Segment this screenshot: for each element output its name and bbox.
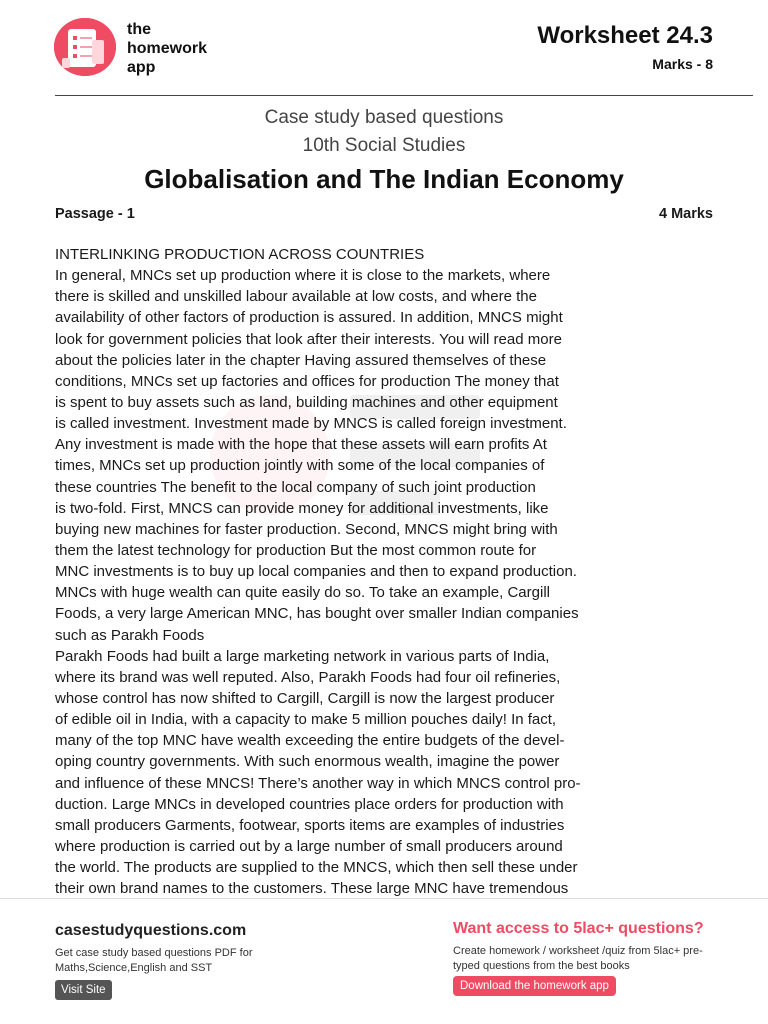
brand-name bbox=[127, 20, 207, 77]
page-header bbox=[0, 0, 768, 96]
subtitle-class: 10th Social Studies bbox=[302, 135, 466, 156]
passage-line: INTERLINKING PRODUCTION ACROSS COUNTRIES bbox=[55, 246, 425, 263]
page-title: Globalisation and The Indian Economy bbox=[144, 164, 624, 194]
passage-line: small producers Garments, footwear, sports items are examples of industries bbox=[55, 816, 565, 834]
passage-line: Parakh Foods had built a large marketing network in various parts of India, bbox=[55, 647, 550, 665]
passage-line: of edible oil in India, with a capacity to make 5 million pouches daily! In fact, bbox=[55, 711, 557, 729]
cta-description: Create homework / worksheet /quiz from 5lac+ pre-typed questions from the best books bbox=[453, 945, 703, 972]
header-divider bbox=[55, 95, 753, 96]
passage-line: times, MNCs set up production jointly with some of the local companies of bbox=[55, 457, 545, 475]
passage-line: and influence of these MNCS! There’s another way in which MNCS control pro- bbox=[55, 774, 581, 792]
passage-line: oping country governments. With such enormous wealth, imagine the power bbox=[55, 753, 560, 771]
passage-line: buying new machines for faster production. Second, MNCS might bring with bbox=[55, 520, 558, 538]
passage-line: them the latest technology for production But the most common route for bbox=[55, 541, 537, 559]
passage-line: such as Parakh Foods bbox=[55, 626, 205, 644]
page-footer bbox=[0, 898, 768, 1024]
subtitle-case-study: Case study based questions bbox=[264, 107, 504, 128]
checklist-clipboard-icon bbox=[54, 18, 116, 76]
passage-line: conditions, MNCs set up factories and offices for production The money that bbox=[55, 372, 559, 390]
brand-line: the bbox=[127, 21, 151, 38]
cta-title: Want access to 5lac+ questions? bbox=[453, 920, 704, 937]
site-name: casestudyquestions.com bbox=[55, 922, 247, 939]
passage-line: there is skilled and unskilled labour available at low costs, and where the bbox=[55, 288, 537, 306]
passage-line: the world. The products are supplied to the MNCS, which then sell these under bbox=[55, 859, 578, 877]
passage-line: where its brand was well reputed. Also, Parakh Foods had four oil refineries, bbox=[55, 668, 561, 686]
passage-line: duction. Large MNCs in developed countries place orders for production with bbox=[55, 795, 564, 813]
site-description: Get case study based questions PDF for Maths,Science,English and SST bbox=[55, 947, 253, 974]
passage-text bbox=[55, 244, 655, 899]
passage-line: MNC investments is to buy up local companies and then to expand production. bbox=[55, 563, 577, 581]
passage-line: whose control has now shifted to Cargill, Cargill is now the largest producer bbox=[55, 689, 555, 707]
download-app-button[interactable]: Download the homework app bbox=[453, 976, 616, 996]
passage-line: Any investment is made with the hope that these assets will earn profits At bbox=[55, 436, 547, 454]
passage-line: where production is carried out by a large number of small producers around bbox=[55, 837, 563, 855]
passage-line: is two-fold. First, MNCS can provide money for additional investments, like bbox=[55, 499, 549, 517]
passage-line: availability of other factors of production is assured. In addition, MNCS might bbox=[55, 309, 563, 327]
passage-marks: 4 Marks bbox=[658, 206, 713, 222]
passage-line: is spent to buy assets such as land, building machines and other equipment bbox=[55, 393, 558, 411]
worksheet-marks: Marks - 8 bbox=[652, 56, 713, 72]
passage-line: In general, MNCs set up production where it is close to the markets, where bbox=[55, 267, 551, 285]
passage-line: look for government policies that look after their interests. You will read more bbox=[55, 330, 562, 348]
passage-line: is called investment. Investment made by MNCS is called foreign investment. bbox=[55, 415, 567, 433]
passage-label: Passage - 1 bbox=[55, 206, 135, 222]
passage-line: about the policies later in the chapter Having assured themselves of these bbox=[55, 351, 547, 369]
passage-line: their own brand names to the customers. These large MNC have tremendous bbox=[55, 880, 569, 898]
brand-line: app bbox=[127, 59, 156, 76]
footer-divider bbox=[0, 898, 768, 899]
worksheet-title: Worksheet 24.3 bbox=[537, 22, 713, 49]
passage-line: MNCs with huge wealth can quite easily do so. To take an example, Cargill bbox=[55, 584, 550, 602]
passage-line: Foods, a very large American MNC, has bought over smaller Indian companies bbox=[55, 605, 579, 623]
brand-line: homework bbox=[127, 40, 208, 57]
visit-site-button[interactable]: Visit Site bbox=[55, 980, 112, 1000]
passage-line: these countries The benefit to the local company of such joint production bbox=[55, 478, 536, 496]
passage-line: many of the top MNC have wealth exceeding the entire budgets of the devel- bbox=[55, 732, 565, 750]
